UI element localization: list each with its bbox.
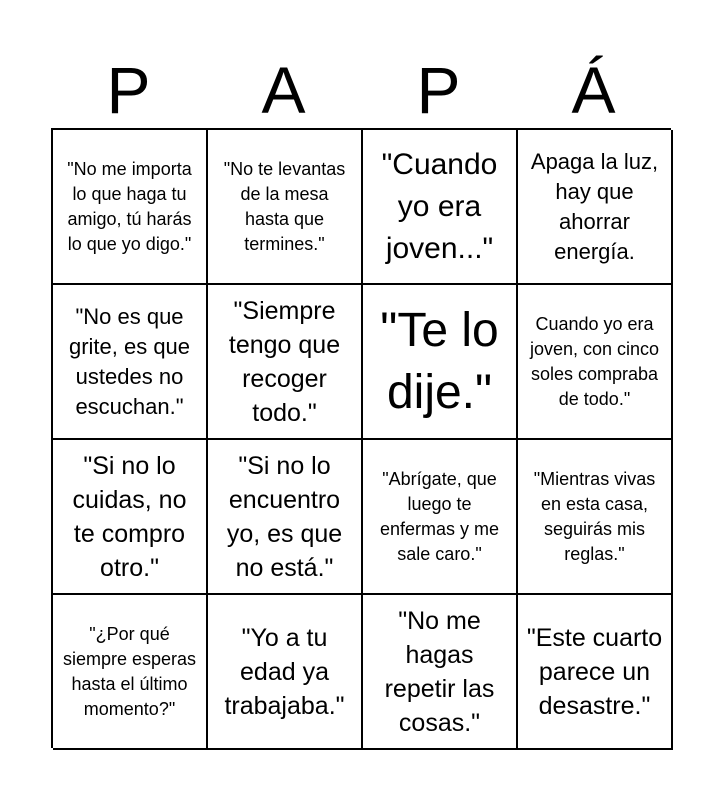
bingo-cell-r2c1[interactable] (53, 285, 208, 440)
bingo-cell-r3c2[interactable] (208, 440, 363, 595)
bingo-cell-text: Cuando yo era joven, con cinco soles compraba de todo." (529, 313, 660, 409)
bingo-cell-r4c3[interactable] (363, 595, 518, 750)
bingo-cell-text: "No es que grite, es que ustedes no escuchan." (68, 303, 191, 419)
bingo-cell-r4c4[interactable] (518, 595, 673, 750)
header-letter-p2: P (416, 53, 461, 127)
bingo-cell-text: "Si no lo encuentro yo, es que no está." (226, 451, 343, 582)
bingo-cell-text: Apaga la luz, hay que ahorrar energía. (530, 148, 659, 264)
bingo-cell-text: "Si no lo cuidas, no te compro otro." (72, 451, 187, 582)
bingo-cell-text: "Te lo dije." (380, 303, 499, 419)
bingo-cell-r1c4[interactable] (518, 130, 673, 285)
bingo-cell-r1c3[interactable] (363, 130, 518, 285)
bingo-cell-text: "Yo a tu edad ya trabajaba." (224, 623, 345, 720)
bingo-cell-text: "¿Por qué siempre esperas hasta el último momento?" (62, 623, 197, 719)
bingo-cell-r4c1[interactable] (53, 595, 208, 750)
bingo-header (51, 52, 671, 128)
bingo-cell-r1c2[interactable] (208, 130, 363, 285)
bingo-cell-text: "Este cuarto parece un desastre." (526, 623, 663, 720)
bingo-cell-text: "No me hagas repetir las cosas." (384, 606, 495, 737)
header-letter-a: A (261, 53, 306, 127)
bingo-cell-r2c3[interactable] (363, 285, 518, 440)
header-letter-a-accent: Á (571, 53, 616, 127)
bingo-cell-r3c3[interactable] (363, 440, 518, 595)
bingo-cell-text: "Abrígate, que luego te enfermas y me sale caro." (379, 468, 500, 564)
bingo-cell-r2c2[interactable] (208, 285, 363, 440)
bingo-cell-r2c4[interactable] (518, 285, 673, 440)
bingo-cell-text: "No me importa lo que haga tu amigo, tú harás lo que yo digo." (67, 158, 192, 254)
bingo-cell-text: "Mientras vivas en esta casa, seguirás mis reglas." (533, 468, 656, 564)
bingo-cell-text: "Cuando yo era joven..." (381, 147, 498, 265)
header-letter-p1: P (106, 53, 151, 127)
bingo-cell-text: "Siempre tengo que recoger todo." (228, 296, 341, 427)
bingo-cell-r3c4[interactable] (518, 440, 673, 595)
bingo-cell-r1c1[interactable] (53, 130, 208, 285)
bingo-cell-r4c2[interactable] (208, 595, 363, 750)
bingo-cell-text: "No te levantas de la mesa hasta que termines." (223, 158, 346, 254)
bingo-cell-r3c1[interactable] (53, 440, 208, 595)
bingo-card-grid (51, 128, 671, 748)
